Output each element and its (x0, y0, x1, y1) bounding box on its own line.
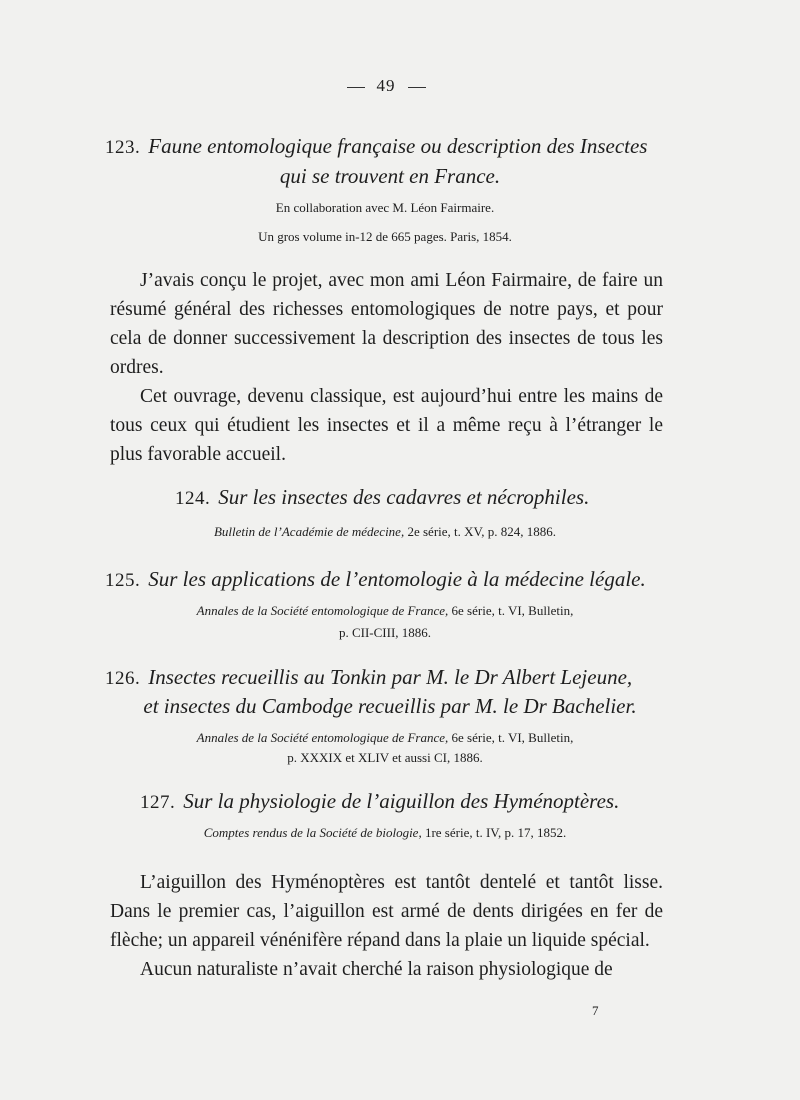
entry-126-journal: Annales de la Société entomologique de France, (196, 730, 449, 745)
entry-125-number: 125. (105, 570, 141, 591)
entry-123-format-note: Un gros volume in-12 de 665 pages. Paris, 1854. (258, 229, 512, 244)
entry-125-citation (105, 600, 665, 622)
entry-126-title-line2: et insectes du Cambodge recueillis par M. le Dr Bachelier. (143, 694, 637, 718)
entry-123-title-line1 (105, 131, 675, 163)
entry-127-citation (105, 822, 665, 844)
entry-123-number: 123. (105, 137, 141, 158)
entry-123-collaboration-note: En collaboration avec M. Léon Fairmaire. (275, 200, 495, 215)
entry-126-citation (105, 727, 665, 749)
entry-126-details: 6e série, t. VI, Bulletin, (451, 730, 574, 745)
page-header (0, 76, 772, 96)
entry-125-title (105, 564, 675, 596)
dash-right (408, 87, 426, 88)
entry-123-description (110, 266, 663, 469)
entry-124-citation (105, 521, 665, 543)
entry-126-pages: p. XXXIX et XLIV et aussi CI, 1886. (287, 750, 483, 765)
entry-123-paragraph-1: J’avais conçu le projet, avec mon ami Léon Fairmaire, de faire un résumé général des richesses entomologiques de notre pays, et pour cela de donner successivement la description des insectes de tous les ordres. (110, 270, 663, 378)
entry-127-paragraph-2: Aucun naturaliste n’avait cherché la raison physiologique de (140, 959, 613, 980)
entry-125-pages: p. CII-CIII, 1886. (338, 625, 432, 640)
entry-123-title-line2: qui se trouvent en France. (279, 164, 501, 188)
entry-127-title (140, 786, 670, 818)
entry-123-title-text1: Faune entomologique française ou description des Insectes (148, 134, 648, 158)
entry-127-description (110, 868, 663, 984)
entry-124-title (175, 482, 675, 514)
entry-124-journal: Bulletin de l’Académie de médecine, (213, 524, 405, 539)
entry-124-number: 124. (175, 488, 211, 509)
page-number: 49 (376, 76, 396, 95)
entry-124-title-text: Sur les insectes des cadavres et nécrophiles. (218, 485, 590, 509)
entry-127-title-text: Sur la physiologie de l’aiguillon des Hyménoptères. (183, 789, 620, 813)
entry-127-paragraph-1: L’aiguillon des Hyménoptères est tantôt dentelé et tantôt lisse. Dans le premier cas, l’aiguillon est armé de dents dirigées en fer de flèche; un appareil vénénifère répand dans la plaie un liquide spécial. (110, 872, 663, 951)
signature-mark: 7 (592, 1003, 599, 1018)
entry-125-journal: Annales de la Société entomologique de France, (196, 603, 449, 618)
entry-126-title-line1 (105, 662, 675, 694)
entry-123-paragraph-2: Cet ouvrage, devenu classique, est aujourd’hui entre les mains de tous ceux qui étudient les insectes et il a même reçu à l’étranger le plus favorable accueil. (110, 386, 663, 465)
entry-126-number: 126. (105, 668, 141, 689)
entry-127-details: 1re série, t. IV, p. 17, 1852. (424, 825, 567, 840)
entry-127-journal: Comptes rendus de la Société de biologie, (203, 825, 422, 840)
entry-127-number: 127. (140, 792, 176, 813)
entry-125-title-text: Sur les applications de l’entomologie à la médecine légale. (148, 567, 646, 591)
entry-126-title-text1: Insectes recueillis au Tonkin par M. le Dr Albert Lejeune, (148, 665, 633, 689)
entry-124-details: 2e série, t. XV, p. 824, 1886. (407, 524, 556, 539)
entry-125-details: 6e série, t. VI, Bulletin, (451, 603, 574, 618)
dash-left (347, 87, 365, 88)
